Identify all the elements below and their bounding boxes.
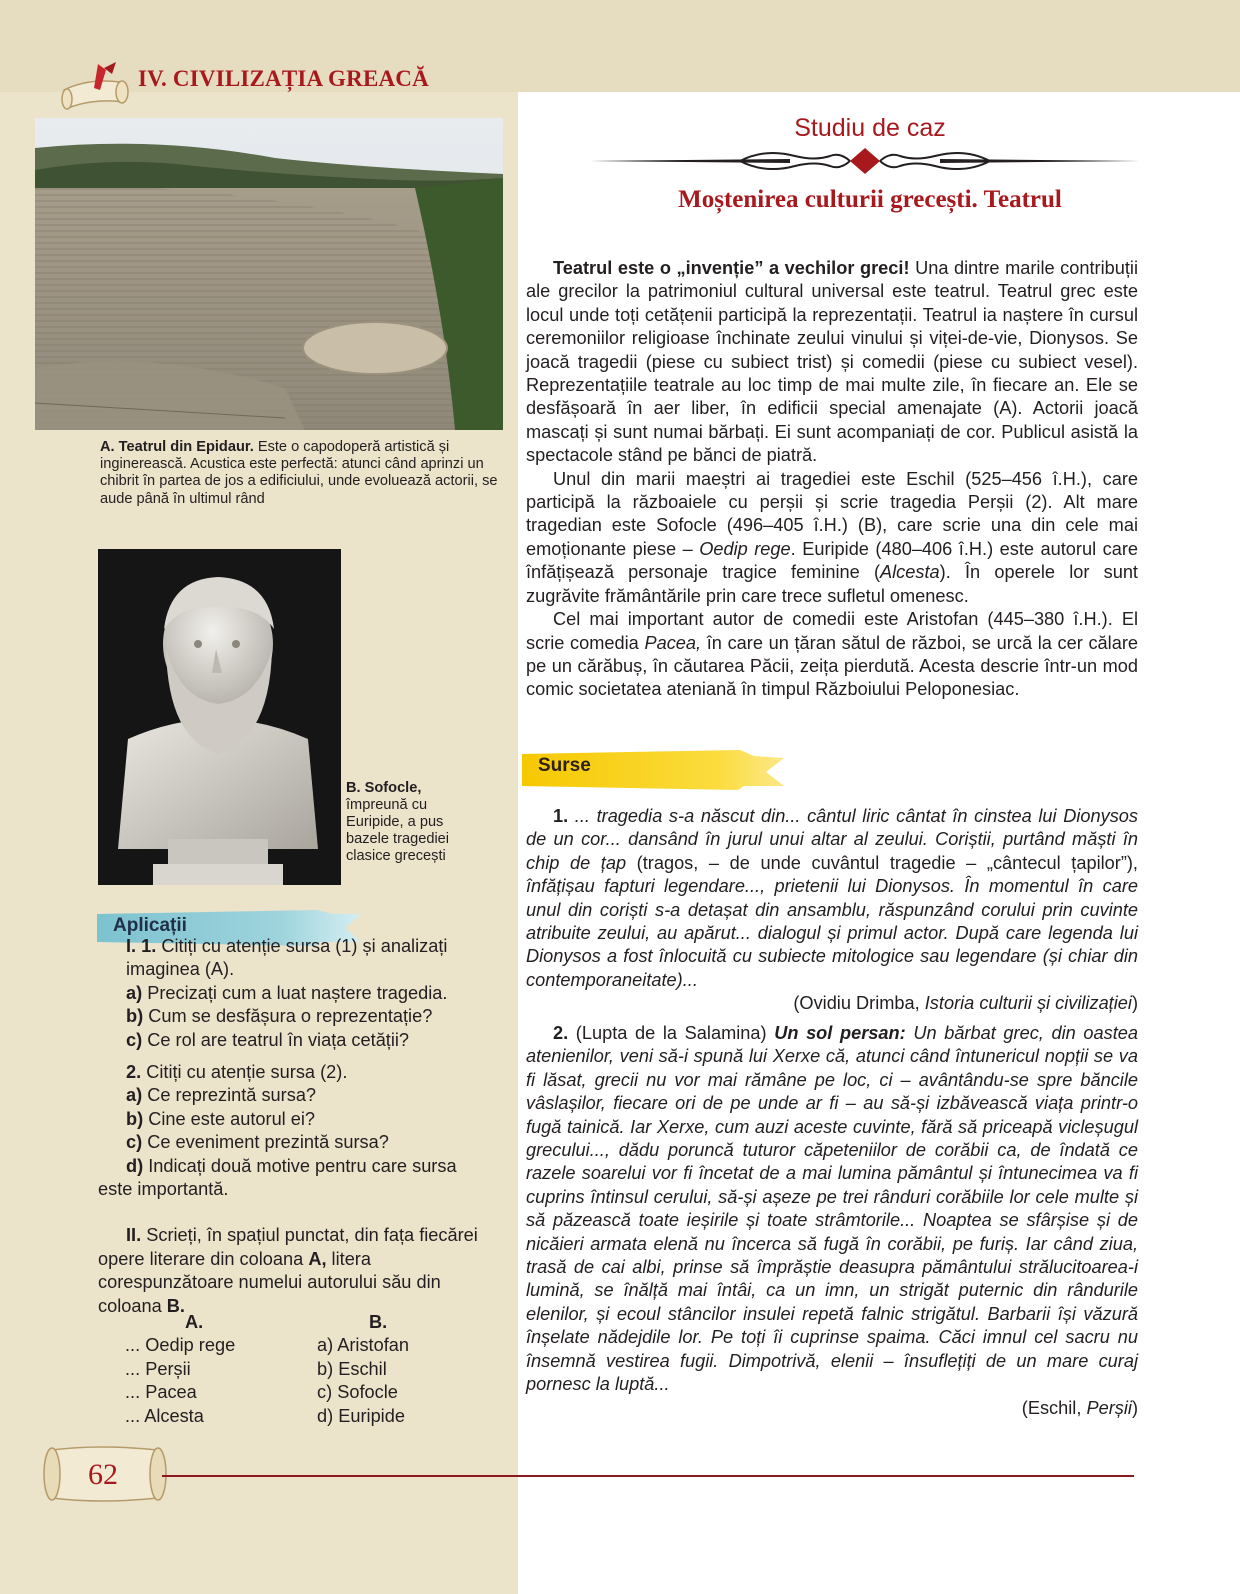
citation-title: Perșii [1086,1397,1132,1418]
case-study-body [526,257,1138,702]
matching-table [125,1311,505,1428]
paragraph-1 [526,257,1138,468]
paragraph-text: Unul din marii maeștri ai tragediei este Eschil (525–456 î.H.), care participă la războaiele cu perșii și scrie tragedia Perșii (2). Alt mare tragedian este Sofocle (496–405 î.H.) (B), care scrie una din cele mai emoționante piese – [526,468,1138,559]
aplicatii-label: Aplicații [113,915,187,936]
case-study-kicker: Studiu de caz [794,114,946,142]
exercise-i-2-d [98,1155,490,1202]
exercise-ii-number: II. [126,1225,142,1246]
surse-label: Surse [538,755,591,776]
source-2-text [526,1022,1138,1397]
exercise-i [98,935,490,1318]
item-text: Ce reprezintă sursa? [142,1085,317,1106]
paragraph-text: Una dintre marile contribuții ale grecilor la patrimoniul cultural universal este teatrul. Teatrul grec este locul unde toți cetățenii participă la reprezentații. Teatrul ia naștere în cursul ceremoniilor religioase închinate zeului vinului și viței-de-vie, Dionysos. Se joacă tragedii (piese cu subiect trist) și comedii (piese cu subiect vesel). Reprezentațiile teatrale au loc timp de mai multe zile, în fiecare an. Ele se desfășoară în aer liber, în edificii special amenajate (A). Actorii joacă mascați și sunt numai bărbați. Ei sunt acompaniați de cor. Publicul asistă la spectacole stând pe bănci de piatră. [526,258,1139,466]
source-1-number: 1. [553,806,569,826]
item-text: Indicați două motive pentru care sursa este importantă. [98,1155,457,1200]
exercise-ii [98,1224,490,1318]
exercise-i-1-c [98,1029,490,1052]
source-text: Un bărbat grec, din oastea atenienilor, veni să-i spună lui Xerxe că, atunci când întunericul nopții se va fi lăsat, grecii nu vor mai rămâne pe loc, ci – avântându-se spre băncile vâslașilor, fiecare ori de pe unde ar fi – au să-și izbăvească viața printr-o fugă tainică. Iar Xerxe, cum auzi aceste cuvinte, fără să priceapă vicleșugul grecului..., dădu poruncă tuturor căpeteniilor de corăbii ca, de îndată ce razele soarelui vor fi încetat de a mai lumina pământul și întunecimea va fi cuprins întinsul cerului, să-și așeze pe trei rânduri corăbiile lor cele multe și să păzească toate ieșirile și toate strâmtorile... Noaptea se sfârșise și de nicăieri armata elenă nu încerca să fugă în corăbii, pe furiș. Iar când ziua, trasă de cai albi, prinse să împrăștie deasupra pământului strălucitoarea-i lumină, se înălță mai întâi, ca un imn, un strigăt puternic din rândurile elenilor, și ecoul stâncilor insulei repetă falnic strigătul. Barbarii își văzură înșelate nădejdile lor. Pe toți îi cuprinse spaima. Căci imnul cel sacru nu însemnă vestirea fugii. Dimpotrivă, elenii – însuflețiți de un mare curaj pornesc la luptă... [526,1023,1138,1395]
exercise-i-2-b [98,1108,490,1131]
paragraph-text: Cel mai important autor de comedii este Aristofan (445–380 î.H.). El scrie comedia [526,609,1138,653]
author-item: b) Eschil [317,1358,387,1379]
paragraph-3 [526,608,1138,702]
item-text: Precizați cum a luat naștere tragedia. [142,982,448,1003]
citation-title: Istoria culturii și civilizației [924,993,1132,1014]
letter: b) [126,1108,144,1129]
letter: a) [126,1085,143,1106]
footer-rule [162,1475,1134,1477]
source-1-text [526,805,1138,992]
exercise-i-1 [98,935,490,982]
exercise-i-1-text: Citiți cu atenție sursa (1) și analizați imaginea (A). [126,936,448,980]
chapter-title: IV. CIVILIZAȚIA GREACĂ [138,66,429,91]
source-text: (Lupta de la Salamina) [568,1023,775,1043]
figure-b-caption-title: B. Sofocle, [346,780,422,796]
lead-sentence: Teatrul este o „invenție” a vechilor greci! [553,258,910,278]
citation-text: (Ovidiu Drimba, [793,993,925,1014]
source-text: ... tragedia s-a născut din... cântul liric cântat în cinstea lui Dionysos de un cor... dansând în jurul unui altar al zeului. Coriștii, purtând măști în chip de țap [526,806,1138,873]
exercise-i-2-c [98,1131,490,1154]
exercise-i-1-a [98,982,490,1005]
matching-row [125,1334,505,1357]
exercise-i-2-text: Citiți cu atenție sursa (2). [141,1062,348,1083]
paragraph-text: . Euripide (480–406 î.H.) este autorul care înfățișează personaje tragice feminine ( [526,538,1138,583]
exercise-i-2-a [98,1084,490,1107]
letter: c) [126,1132,143,1153]
paragraph-2 [526,468,1138,608]
paragraph-text: în care un țăran sătul de război, se urcă la cer călare pe un cărăbuș, în căutarea Păcii, zeița pierdută. Acesta descrie într-un mod comic societatea ateniană în timpul Războiului Peloponesiac. [526,632,1138,700]
matching-table-header [125,1311,505,1334]
item-text: Ce rol are teatrul în viața cetății? [142,1029,410,1050]
source-1-citation [526,992,1138,1015]
letter: d) [126,1155,144,1176]
figure-a-caption-title: A. Teatrul din Epidaur. [100,439,254,455]
item-text: Cum se desfășura o reprezentație? [143,1006,433,1027]
citation-text: (Eschil, [1021,1397,1087,1418]
work-item: ... Pacea [125,1382,197,1403]
figure-b-caption [346,780,471,865]
item-text: Cine este autorul ei? [143,1108,316,1129]
ornament-divider [590,144,1140,178]
citation-text: ) [1131,1397,1138,1418]
source-1 [526,805,1138,1016]
column-b-ref: B. [166,1295,185,1316]
work-item: ... Perșii [125,1358,191,1379]
scroll-icon [58,60,142,112]
author-item: d) Euripide [317,1405,405,1426]
figure-b-caption-text: împreună cu Euripide, a pus bazele tragediei clasice grecești [346,797,450,864]
source-2-citation [526,1397,1138,1420]
work-item: ... Oedip rege [125,1335,236,1356]
source-2 [526,1022,1138,1420]
page-number: 62 [88,1458,118,1491]
item-text: Ce eveniment prezintă sursa? [142,1132,389,1153]
exercise-ii-text: Scrieți, în spațiul punctat, din fața fiecărei opere literare din coloana [98,1225,478,1269]
source-text: înfățișau fapturi legendare..., prietenii lui Dionysos. În momentul în care unul din coriști s-a detașat din ansamblu, răspunzând corului prin cuvinte atribuite zeului, au apărut... dialogul și primul actor. După care legenda lui Dionysos a fost înlocuită cu subiecte mitologice sau legendare (și chiar din contemporaneitate)... [526,876,1138,990]
epidaurus-theatre-photo [35,118,503,430]
letter: b) [126,1006,144,1027]
column-a-header: A. [185,1312,204,1332]
work-item: ... Alcesta [125,1405,204,1426]
source-2-number: 2. [553,1023,569,1043]
exercise-ii-text-2: litera corespunzătoare numelui autorului său din coloana [98,1248,441,1316]
exercise-i-2-number: 2. [126,1062,142,1083]
paragraph-text: ). În operele lor sunt zugrăvite frământările prin care trece sufletul omenesc. [526,562,1138,606]
author-item: c) Sofocle [317,1382,398,1403]
source-text: (tragos, – de unde cuvântul tragedie – „cântecul țapilor”), [636,852,1138,873]
exercise-i-2 [98,1061,490,1084]
work-title: Oedip rege [699,538,791,559]
letter: c) [126,1029,143,1050]
figure-a-caption [100,439,500,508]
column-b-header: B. [369,1312,388,1332]
work-title: Alcesta [880,562,940,583]
sofocle-bust-photo [98,549,341,885]
letter: a) [126,982,143,1003]
matching-row [125,1405,505,1428]
matching-row [125,1358,505,1381]
citation-text: ) [1131,993,1138,1014]
column-a-ref: A, [308,1248,327,1269]
work-title: Pacea, [644,632,702,653]
author-item: a) Aristofan [317,1335,409,1356]
figure-a-caption-text: Este o capodoperă artistică și inginerească. Acustica este perfectă: atunci când aprinzi un chibrit în partea de jos a edificiului, unde evoluează actorii, se aude până în ultimul rând [100,439,498,507]
exercise-i-1-number: I. 1. [126,936,157,956]
case-study-title: Moștenirea culturii grecești. Teatrul [678,186,1062,213]
exercise-i-1-b [98,1005,490,1028]
matching-row [125,1381,505,1404]
source-heading: Un sol persan: [774,1023,906,1043]
